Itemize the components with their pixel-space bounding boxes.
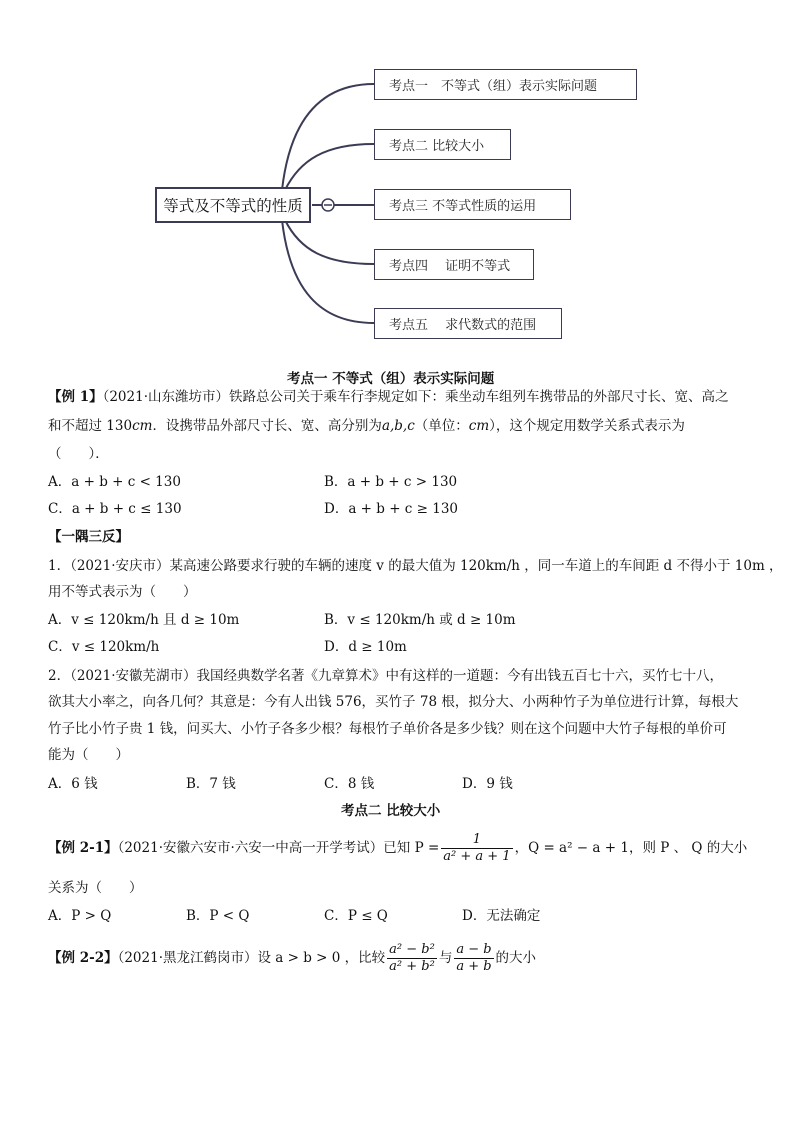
example1-option-a[interactable]: A．a + b + c < 130 (48, 474, 181, 490)
fraction-2: $\frac{a - b}{a + b}$ (456, 942, 492, 974)
q1-option-b[interactable]: B．v ≤ 120km/h 或 d ≥ 10m (324, 612, 516, 628)
example1-line3: （ ）． (48, 446, 109, 462)
example1-option-d[interactable]: D．a + b + c ≥ 130 (324, 501, 459, 517)
example1-option-b[interactable]: B．a + b + c > 130 (324, 474, 458, 490)
example21-option-c[interactable]: C．P ≤ Q (324, 908, 388, 924)
q2-option-c[interactable]: C．8 钱 (324, 776, 375, 792)
fraction-p: $\frac{1}{\text{a² + a + 1}}$ (443, 832, 511, 864)
q2-option-b[interactable]: B．7 钱 (186, 776, 236, 792)
mindmap-branch-5[interactable]: 考点五 求代数式的范围 (374, 308, 562, 339)
q1-line1: 1．（2021·安庆市）某高速公路要求行驶的车辆的速度 v 的最大值为 120km/h ，同一车道上的车间距 d 不得小于 10m ， (48, 558, 783, 574)
q1-option-a[interactable]: A．v ≤ 120km/h 且 d ≥ 10m (48, 612, 240, 628)
example21-line2: 关系为（ ） (48, 880, 143, 896)
practice-header: 【一隅三反】 (48, 529, 129, 545)
q1-line2: 用不等式表示为（ ） (48, 584, 197, 600)
q2-line4: 能为（ ） (48, 747, 129, 763)
mindmap-branch-1[interactable]: 考点一 不等式（组）表示实际问题 (374, 69, 637, 100)
mindmap-branch-4[interactable]: 考点四 证明不等式 (374, 249, 534, 280)
example21-option-a[interactable]: A．P > Q (48, 908, 112, 924)
mindmap-root[interactable]: 等式及不等式的性质 (155, 187, 311, 223)
example1-option-c[interactable]: C．a + b + c ≤ 130 (48, 501, 182, 517)
example22-line1: 【例 2-2】（2021·黑龙江鹤岗市）设 a > b > 0 ，比较 $\frac{\text{a² − b²}}{\text{a² + b²}}$ 与 $\frac{a - b}{a + b}$ 的大小 (48, 942, 537, 974)
example1-line1: 【例 1】（2021·山东潍坊市）铁路总公司关于乘车行李规定如下：乘坐动车组列车携带品的外部尺寸长、宽、高之 (48, 389, 729, 405)
section1-title: 考点一 不等式（组）表示实际问题 (287, 371, 495, 387)
example21-option-b[interactable]: B．P < Q (186, 908, 250, 924)
mindmap-branch-2[interactable]: 考点二 比较大小 (374, 129, 511, 160)
q2-line1: 2．（2021·安徽芜湖市）我国经典数学名著《九章算术》中有这样的一道题：今有出钱五百七十六，买竹七十八， (48, 668, 723, 684)
mindmap-connectors (0, 0, 794, 360)
example21-line1: 【例 2-1】（2021·安徽六安市·六安一中高一开学考试）已知 P = $\frac{1}{\text{a² + a + 1}}$ ，Q = a² − a + 1，则 P 、 Q 的大小 (48, 832, 748, 864)
q2-option-d[interactable]: D．9 钱 (462, 776, 513, 792)
connector-4 (285, 220, 374, 264)
q2-line3: 竹子比小竹子贵 1 钱，问买大、小竹子各多少根？每根竹子单价各是多少钱？则在这个问题中大竹子每根的单价可 (48, 721, 727, 737)
q1-option-c[interactable]: C．v ≤ 120km/h (48, 639, 160, 655)
q1-option-d[interactable]: D．d ≥ 10m (324, 639, 407, 655)
q2-line2: 欲其大小率之，向各几何？其意是：今有人出钱 576，买竹子 78 根，拟分大、小两种竹子为单位进行计算，每根大 (48, 694, 739, 710)
example21-option-d[interactable]: D．无法确定 (462, 908, 541, 924)
section2-title: 考点二 比较大小 (341, 803, 441, 819)
example1-line2: 和不超过 130cm．设携带品外部尺寸长、宽、高分别为a,b,c（单位：cm），这个规定用数学关系式表示为 (48, 418, 685, 434)
connector-2 (285, 144, 374, 190)
mindmap-branch-3[interactable]: 考点三 不等式性质的运用 (374, 189, 571, 220)
fraction-1: $\frac{\text{a² − b²}}{\text{a² + b²}}$ (389, 942, 435, 974)
q2-option-a[interactable]: A．6 钱 (48, 776, 98, 792)
